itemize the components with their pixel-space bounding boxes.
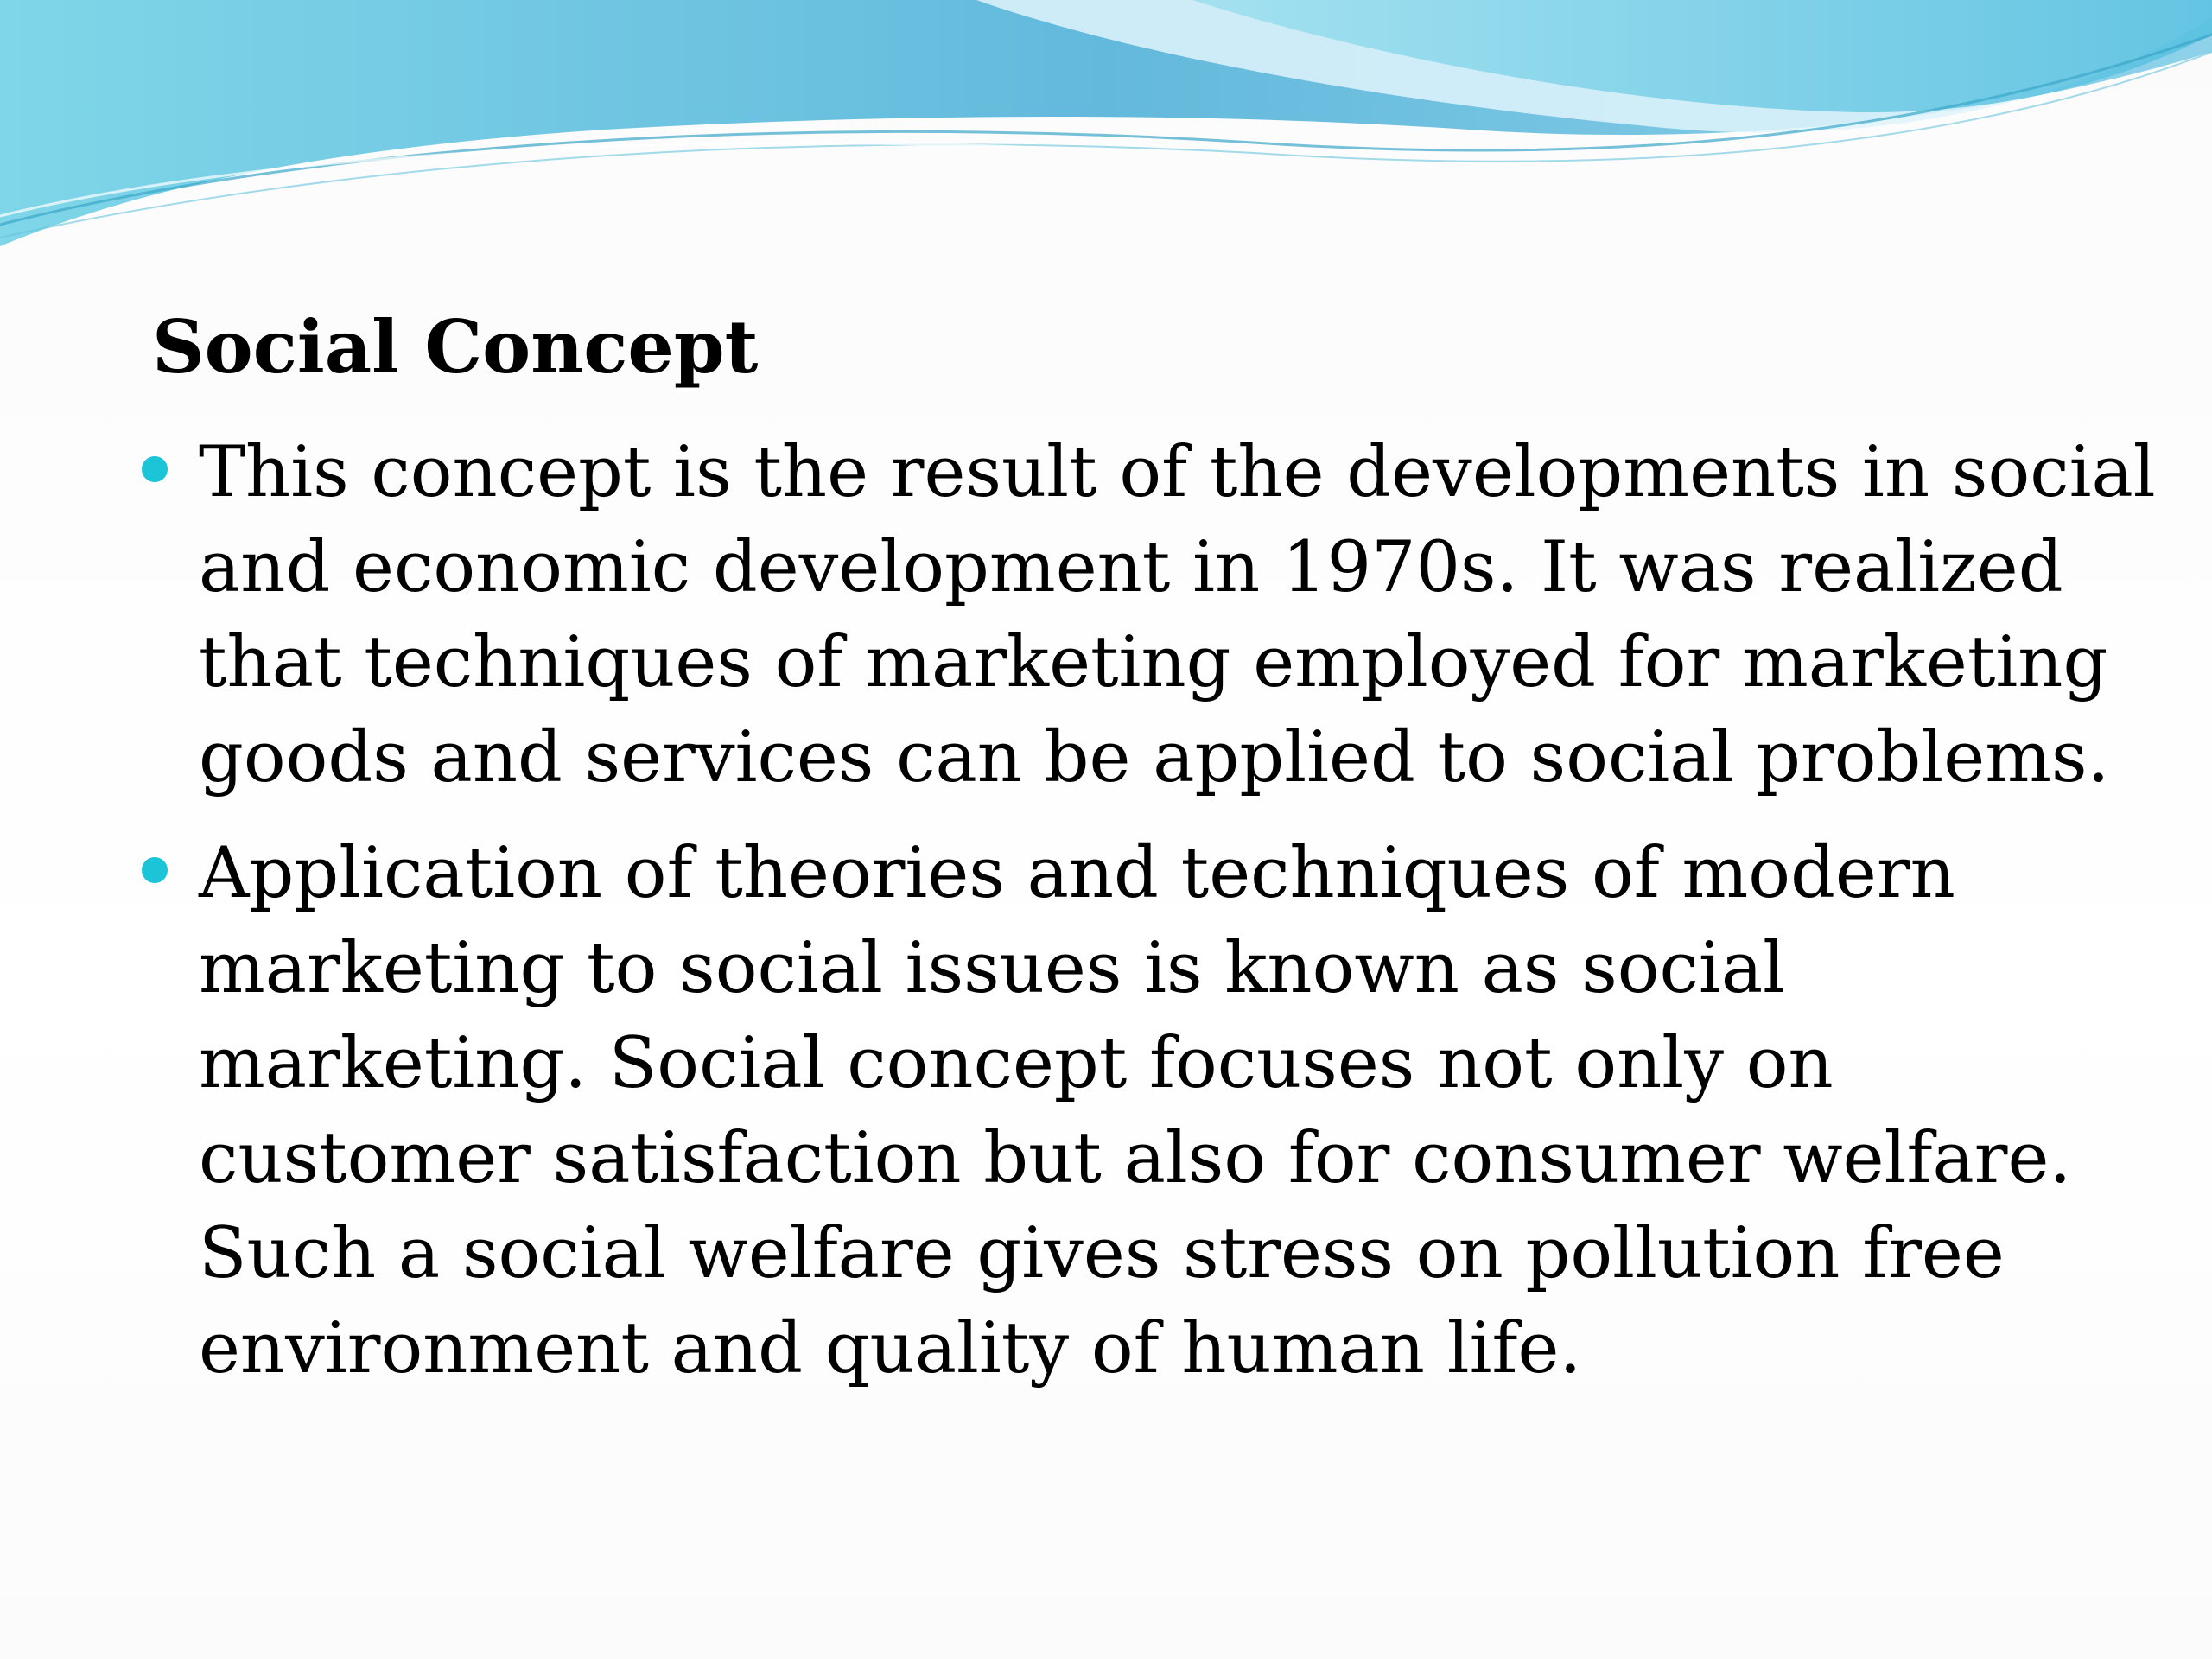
bullet-text [199,826,2091,1396]
bullet-item [138,826,2091,1396]
bullet-line: customer satisfaction but also for consumer welfare. [199,1118,2072,1199]
bullet-line: marketing. Social concept focuses not only on [199,1023,1834,1104]
bullet-text [199,425,2156,805]
filled-circle-bullet-icon [142,857,168,883]
bullet-line: marketing to social issues is known as social [199,928,1786,1009]
bullet-line: Application of theories and techniques of modern [199,833,1955,914]
bullet-line: goods and services can be applied to social problems. [199,717,2110,798]
bullet-line: Such a social welfare gives stress on pollution free [199,1213,2005,1294]
bullet-line: that techniques of marketing employed for marketing [199,622,2108,703]
bullet-line: This concept is the result of the developments in social [199,432,2156,513]
bullet-list [138,425,2156,1417]
slide-heading: Social Concept [152,304,759,390]
bullet-item [138,425,2156,805]
bullet-line: and economic development in 1970s. It was realized [199,527,2063,608]
filled-circle-bullet-icon [142,456,168,482]
bullet-line: environment and quality of human life. [199,1308,1582,1389]
header-wave-decoration [0,0,2212,276]
